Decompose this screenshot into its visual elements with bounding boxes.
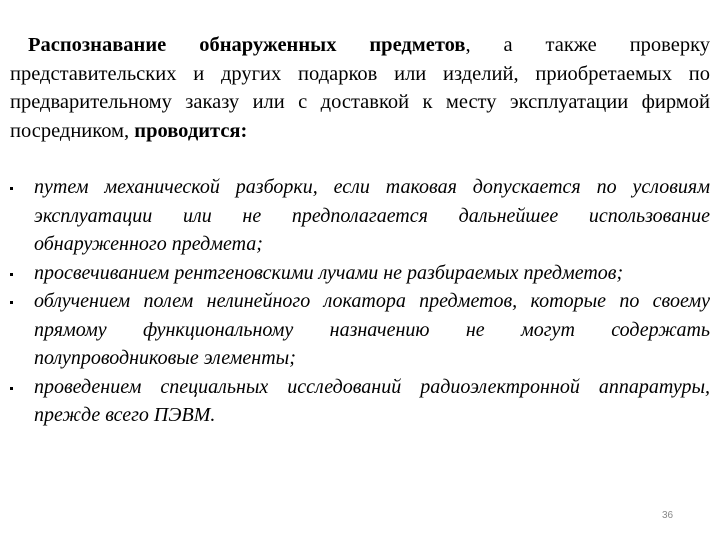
bullet-icon <box>10 273 13 276</box>
bullet-icon <box>10 187 13 190</box>
intro-middle-text: , а также проверку представительских и других подарков или изделий, приобретаемых по предварительному заказу или с доставкой к месту эксплуатации фирмой посредником, <box>10 34 710 142</box>
list-item-text: проведением специальных исследований радиоэлектронной аппаратуры, прежде всего ПЭВМ. <box>34 375 710 426</box>
intro-bold-end: проводится: <box>134 119 248 142</box>
list-item <box>10 287 710 373</box>
list-item <box>10 173 710 259</box>
bullet-icon <box>10 387 13 390</box>
list-item <box>10 373 710 430</box>
list-item-text: просвечиванием рентгеновскими лучами не разбираемых предметов; <box>34 261 624 284</box>
methods-list <box>10 173 710 430</box>
list-item-text: облучением полем нелинейного локатора предметов, которые по своему прямому функциональному назначению не могут содержать полупроводниковые элементы; <box>34 290 710 369</box>
intro-paragraph <box>10 31 710 145</box>
bullet-icon <box>10 301 13 304</box>
intro-bold-start: Распознавание обнаруженных предметов <box>28 34 466 56</box>
list-item-text: путем механической разборки, если таковая допускается по условиям эксплуатации или не предполагается дальнейшее использование обнаруженного предмета; <box>34 176 710 255</box>
list-item <box>10 259 710 288</box>
page-number: 36 <box>662 510 674 521</box>
